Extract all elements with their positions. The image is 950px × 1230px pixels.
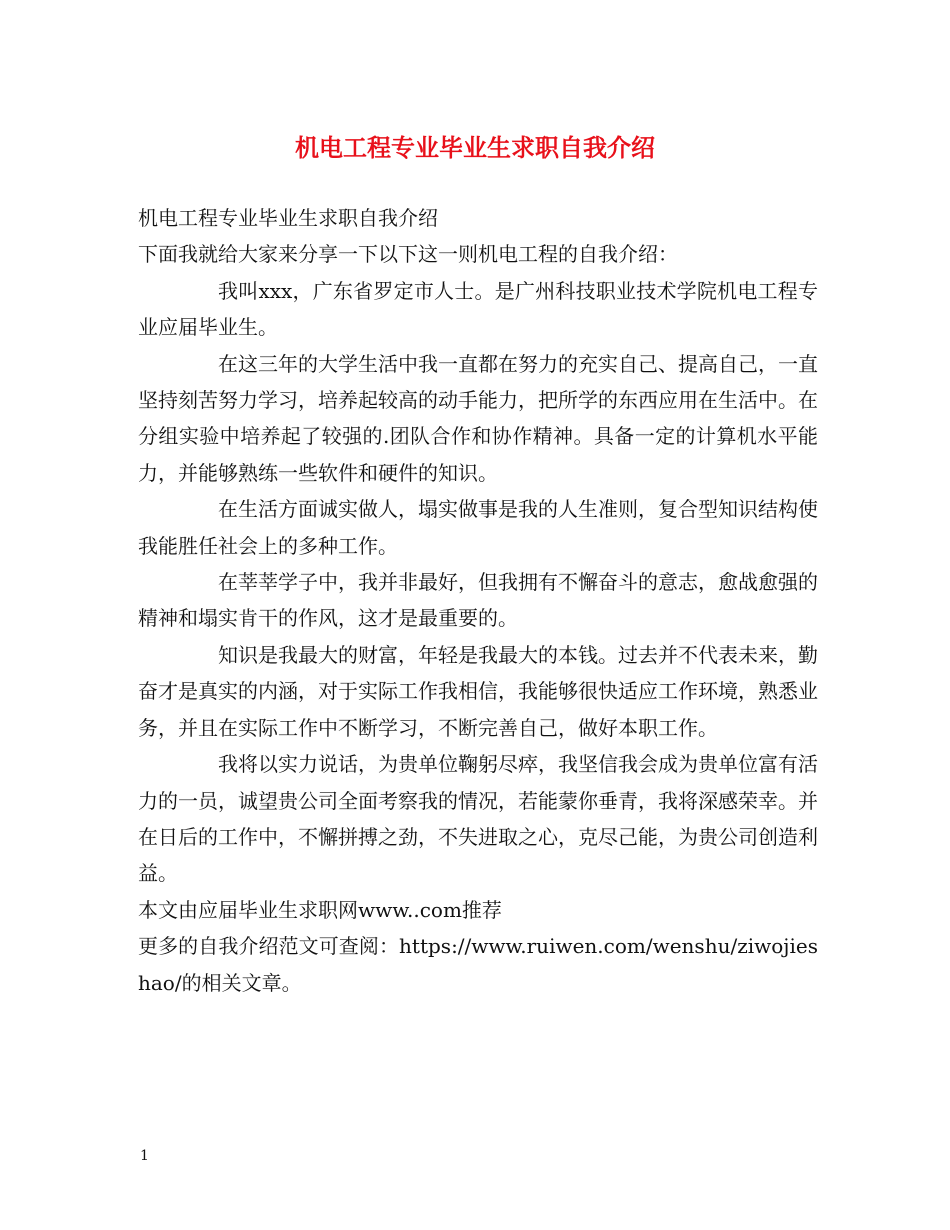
intro-line: 下面我就给大家来分享一下以下这一则机电工程的自我介绍： — [138, 242, 678, 267]
paragraph-university-life: 在这三年的大学生活中我一直都在努力的充实自己、提高自己，一直坚持刻苦努力学习，培养起较高的动手能力，把所学的东西应用在生活中。在分组实验中培养起了较强的.团队合作和协作精神。具备一定的计算机水平能力，并能够熟练一些软件和硬件的知识。 — [138, 351, 818, 485]
paragraph-perseverance: 在莘莘学子中，我并非最好，但我拥有不懈奋斗的意志，愈战愈强的精神和塌实肯干的作风，这才是最重要的。 — [138, 570, 818, 631]
subtitle-line: 机电工程专业毕业生求职自我介绍 — [138, 206, 438, 230]
paragraph-commitment: 我将以实力说话，为贵单位鞠躬尽瘁，我坚信我会成为贵单位富有活力的一员，诚望贵公司全面考察我的情况，若能蒙你垂青，我将深感荣幸。并在日后的工作中，不懈拼搏之劲，不失进取之心，克尽己能，为贵公司创造利益。 — [138, 752, 818, 886]
paragraph-life-principles: 在生活方面诚实做人，塌实做事是我的人生准则，复合型知识结构使我能胜任社会上的多种工作。 — [138, 497, 818, 558]
paragraph-knowledge: 知识是我最大的财富，年轻是我最大的本钱。过去并不代表未来，勤奋才是真实的内涵，对于实际工作我相信，我能够很快适应工作环境，熟悉业务，并且在实际工作中不断学习，不断完善自己，做好本职工作。 — [138, 642, 818, 740]
more-articles-line: 更多的自我介绍范文可查阅：https://www.ruiwen.com/wenshu/ziwojieshao/的相关文章。 — [138, 934, 818, 995]
document-title: 机电工程专业毕业生求职自我介绍 — [295, 133, 655, 162]
page-number: 1 — [140, 1148, 149, 1164]
paragraph-intro-self: 我叫xxx，广东省罗定市人士。是广州科技职业技术学院机电工程专业应届毕业生。 — [138, 278, 818, 340]
document-body — [138, 200, 818, 1001]
source-line: 本文由应届毕业生求职网www..com推荐 — [138, 897, 502, 922]
